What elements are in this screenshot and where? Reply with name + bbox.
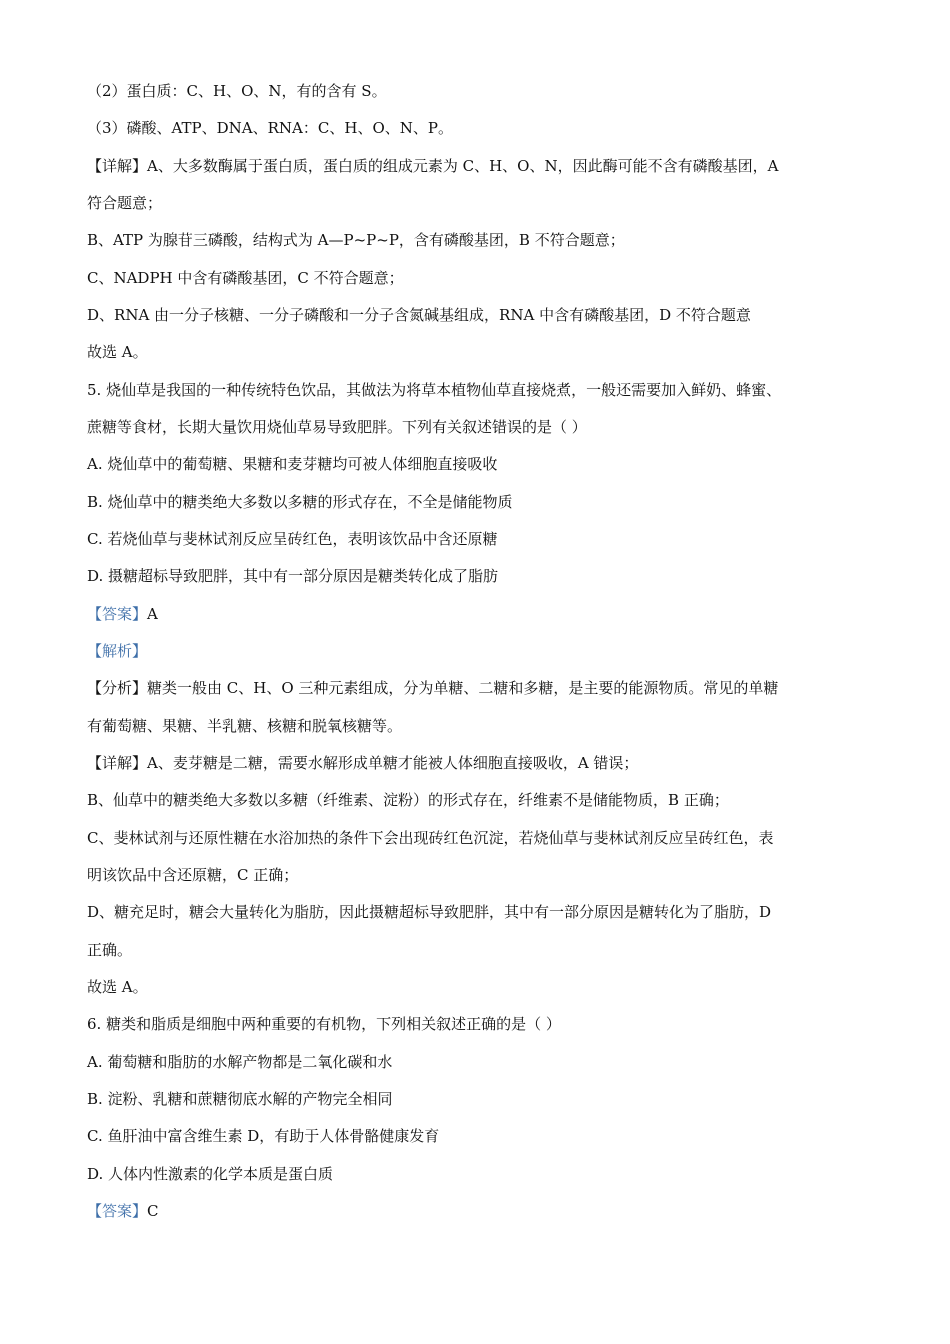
answer-label: 【答案】 bbox=[87, 605, 148, 623]
question-5-option-a: A. 烧仙草中的葡萄糖、果糖和麦芽糖均可被人体细胞直接吸收 bbox=[87, 455, 498, 473]
analysis-line bbox=[87, 641, 147, 661]
text-line: D、RNA 由一分子核糖、一分子磷酸和一分子含氮碱基组成，RNA 中含有磷酸基团，D 不符合题意 bbox=[87, 306, 751, 324]
text-line: 故选 A。 bbox=[87, 978, 148, 996]
question-6-option-a: A. 葡萄糖和脂肪的水解产物都是二氧化碳和水 bbox=[87, 1053, 393, 1071]
text-line: （2）蛋白质：C、H、O、N，有的含有 S。 bbox=[87, 82, 387, 100]
question-6-stem: 6. 糖类和脂质是细胞中两种重要的有机物，下列相关叙述正确的是（ ） bbox=[87, 1015, 561, 1033]
question-5-option-b: B. 烧仙草中的糖类绝大多数以多糖的形式存在，不全是储能物质 bbox=[87, 493, 513, 511]
question-6-option-d: D. 人体内性激素的化学本质是蛋白质 bbox=[87, 1165, 334, 1183]
text-line: 【分析】糖类一般由 C、H、O 三种元素组成，分为单糖、二糖和多糖，是主要的能源物质。常见的单糖 bbox=[87, 679, 779, 697]
answer-line bbox=[87, 1201, 159, 1221]
text-line: （3）磷酸、ATP、DNA、RNA：C、H、O、N、P。 bbox=[87, 119, 453, 137]
text-line: B、仙草中的糖类绝大多数以多糖（纤维素、淀粉）的形式存在，纤维素不是储能物质，B 正确； bbox=[87, 791, 729, 809]
answer-value: C bbox=[147, 1202, 159, 1220]
answer-label: 【答案】 bbox=[87, 1202, 148, 1220]
question-5-option-c: C. 若烧仙草与斐林试剂反应呈砖红色，表明该饮品中含还原糖 bbox=[87, 530, 498, 548]
text-line: 有葡萄糖、果糖、半乳糖、核糖和脱氧核糖等。 bbox=[87, 717, 403, 735]
text-line: C、斐林试剂与还原性糖在水浴加热的条件下会出现砖红色沉淀，若烧仙草与斐林试剂反应呈砖红色，表 bbox=[87, 829, 774, 847]
answer-line bbox=[87, 604, 158, 624]
text-line: 【详解】A、大多数酶属于蛋白质，蛋白质的组成元素为 C、H、O、N，因此酶可能不含有磷酸基团，A bbox=[87, 157, 779, 175]
text-line: 符合题意； bbox=[87, 194, 163, 212]
text-line: C、NADPH 中含有磷酸基团，C 不符合题意； bbox=[87, 269, 404, 287]
question-6-option-c: C. 鱼肝油中富含维生素 D，有助于人体骨骼健康发育 bbox=[87, 1127, 440, 1145]
question-6-option-b: B. 淀粉、乳糖和蔗糖彻底水解的产物完全相同 bbox=[87, 1090, 393, 1108]
text-line: B、ATP 为腺苷三磷酸，结构式为 A—P~P~P，含有磷酸基团，B 不符合题意； bbox=[87, 231, 625, 249]
question-5-option-d: D. 摄糖超标导致肥胖，其中有一部分原因是糖类转化成了脂肪 bbox=[87, 567, 499, 585]
answer-value: A bbox=[147, 605, 158, 623]
question-5-stem: 5. 烧仙草是我国的一种传统特色饮品，其做法为将草本植物仙草直接烧煮，一般还需要加入鲜奶、蜂蜜、 bbox=[87, 381, 782, 399]
text-line: 【详解】A、麦芽糖是二糖，需要水解形成单糖才能被人体细胞直接吸收，A 错误； bbox=[87, 754, 639, 772]
text-line: 故选 A。 bbox=[87, 343, 148, 361]
question-5-stem: 蔗糖等食材，长期大量饮用烧仙草易导致肥胖。下列有关叙述错误的是（ ） bbox=[87, 418, 587, 436]
text-line: 明该饮品中含还原糖，C 正确； bbox=[87, 866, 299, 884]
text-line: 正确。 bbox=[87, 941, 133, 959]
analysis-label: 【解析】 bbox=[87, 642, 148, 660]
text-line: D、糖充足时，糖会大量转化为脂肪，因此摄糖超标导致肥胖，其中有一部分原因是糖转化为了脂肪，D bbox=[87, 903, 772, 921]
